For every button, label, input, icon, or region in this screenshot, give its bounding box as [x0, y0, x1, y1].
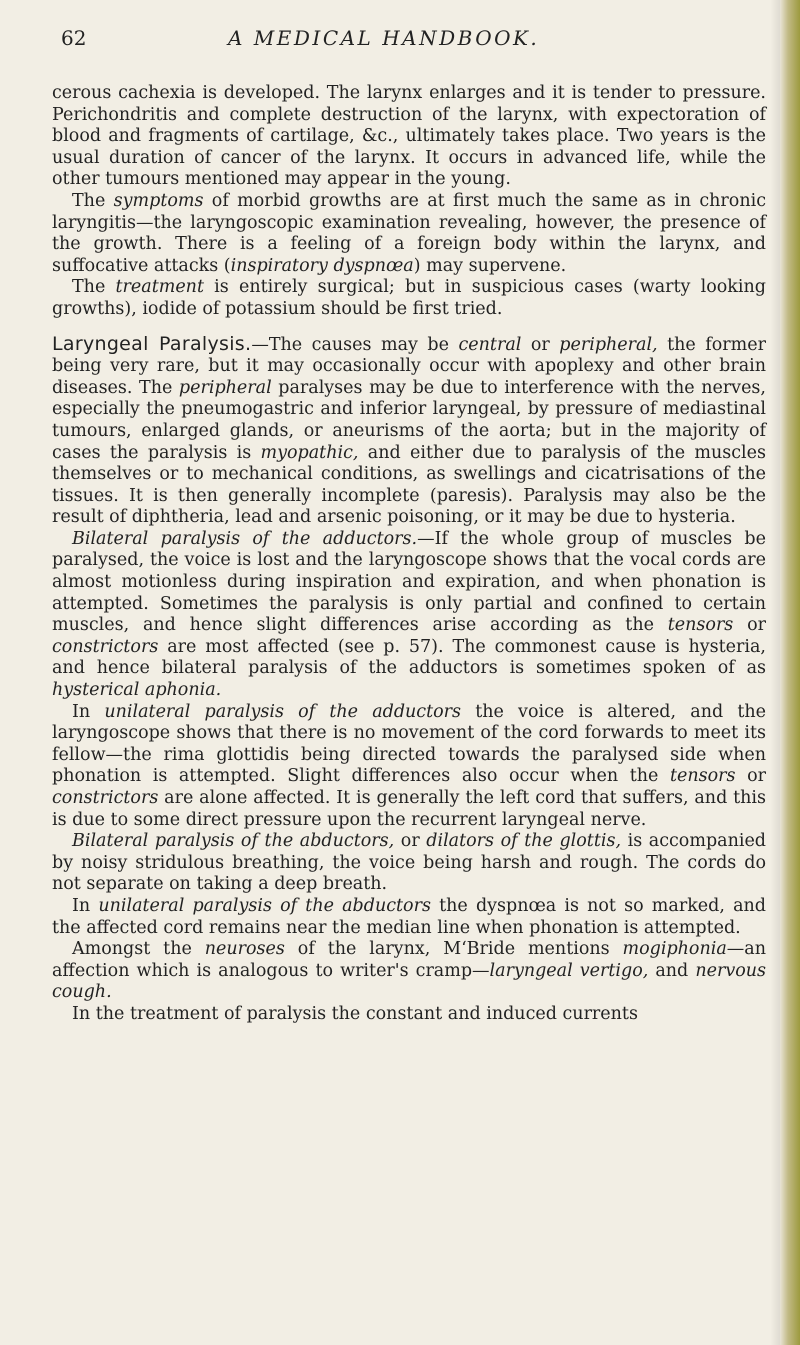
subheading-bilateral-adductors: Bilateral paralysis of the adductors. [72, 528, 418, 549]
paragraph-bilateral-adductors: Bilateral paralysis of the adductors.—If the whole group of muscles be paralysed, the voice is lost and the laryngoscope shows that the vocal cords are almost motionless during inspiration and expiration, and when phonation is attempted. Sometimes the paralysis is only partial and confined to certain muscles, and hence slight differences arise according as the tensors or constrictors are most affected (see p. 57). The commonest cause is hysteria, and hence bilateral paralysis of the adductors is sometimes spoken of as hysterical aphonia. [52, 528, 767, 701]
paragraph-laryngeal-paralysis: Laryngeal Paralysis.—The causes may be central or peripheral, the former being very rare, but it may occasionally occur with apoplexy and other brain diseases. The peripheral paralyses may be due to interference with the nerves, especially the pneumogastric and inferior laryngeal, by pressure of mediastinal tumours, enlarged glands, or aneurisms of the aorta; but in the majority of cases the paralysis is myopathic, and either due to paralysis of the muscles themselves or to mechanical conditions, as swellings and cicatrisations of the tissues. It is then generally incomplete (paresis). Paralysis may also be the result of diphtheria, lead and arsenic poisoning, or it may be due to hysteria. [52, 332, 766, 528]
page-gutter-shadow [770, 0, 780, 1345]
section-heading: Laryngeal Paralysis. [52, 332, 252, 355]
book-title: A MEDICAL HANDBOOK. [228, 26, 540, 50]
paragraph-unilateral-adductors: In unilateral paralysis of the adductors the voice is altered, and the laryngoscope shows that there is no movement of the cord forwards to meet its fellow—the rima glottidis being directed towards the paralysed side when phonation is attempted. Slight differences also occur when the tensors or constrictors are alone affected. It is generally the left cord that suffers, and this is due to some direct pressure upon the recurrent laryngeal nerve. [52, 701, 767, 830]
subheading-unilateral-adductors: unilateral paralysis of the adductors [104, 701, 462, 722]
paragraph-neuroses: Amongst the neuroses of the larynx, M‘Bride mentions mogiphonia—an affection which is analogous to writer's cramp—laryngeal vertigo, and nervous cough. [52, 939, 766, 1003]
subheading-unilateral-abductors: unilateral paralysis of the abductors [98, 895, 431, 916]
subheading-bilateral-abductors: Bilateral paralysis of the abductors, [72, 831, 395, 852]
paragraph-bilateral-abductors: Bilateral paralysis of the abductors, or dilators of the glottis, is accompanied by noisy stridulous breathing, the voice being harsh and rough. The cords do not separate on taking a deep breath. [52, 831, 767, 895]
term-inspiratory-dyspnoea: inspiratory dyspnœa [230, 255, 414, 276]
page-edge [780, 0, 800, 1345]
page-number: 62 [61, 26, 87, 50]
page-body [52, 83, 766, 1026]
term-treatment: treatment [115, 277, 204, 298]
paragraph-cancer-continuation: cerous cachexia is developed. The larynx enlarges and it is tender to pressure. Perichondritis and complete destruction of the larynx, with expectoration of blood and fragments of cartilage, &c., ultimately takes place. Two years is the usual duration of cancer of the larynx. It occurs in advanced life, while the other tumours mentioned may appear in the young. [52, 83, 766, 190]
paragraph-symptoms: The symptoms of morbid growths are at first much the same as in chronic laryngitis—the laryngoscopic examination revealing, however, the presence of the growth. There is a feeling of a foreign body within the larynx, and suffocative attacks (inspiratory dyspnœa) may supervene. [52, 190, 767, 276]
term-symptoms: symptoms [113, 190, 204, 211]
paragraph-paralysis-treatment: In the treatment of paralysis the constant and induced currents [72, 1003, 638, 1024]
paragraph-unilateral-abductors: In unilateral paralysis of the abductors the dyspnœa is not so marked, and the affected cord remains near the median line when phonation is attempted. [52, 895, 767, 938]
paragraph-treatment: The treatment is entirely surgical; but in suspicious cases (warty looking growths), iodide of potassium should be first tried. [52, 277, 766, 319]
running-head [61, 16, 761, 56]
